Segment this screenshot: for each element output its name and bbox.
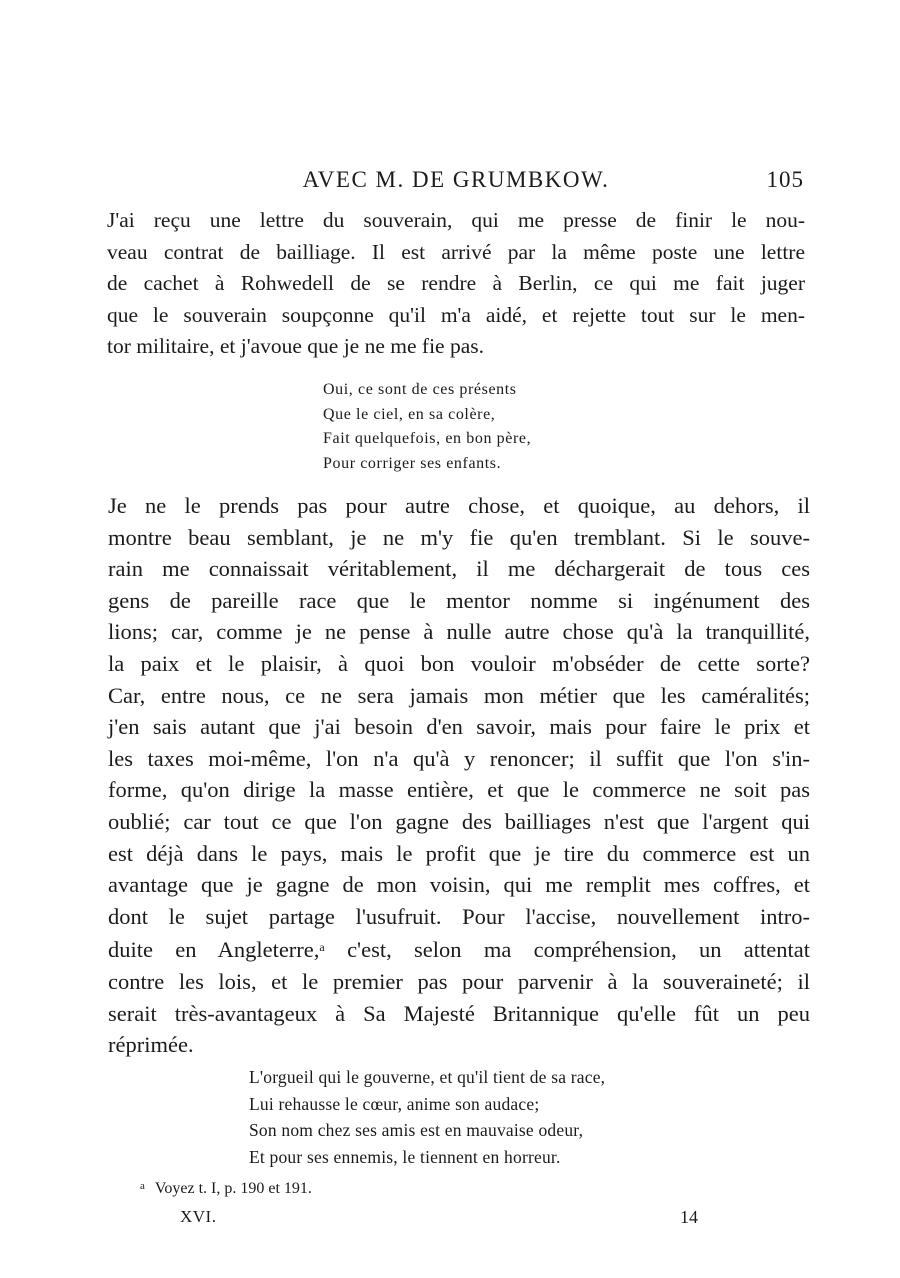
verse-line: Et pour ses ennemis, le tiennent en horreur.	[249, 1146, 561, 1167]
verse-line: Son nom chez ses amis est en mauvaise odeur,	[249, 1120, 584, 1140]
verse-line: Fait quelquefois, en bon père,	[323, 430, 532, 448]
text-line: j'en sais autant que j'ai besoin d'en savoir, mais pour faire le prix et	[108, 714, 810, 740]
text-line: rain me connaissait véritablement, il me déchargerait de tous ces	[108, 556, 810, 582]
text-segment: c'est, selon ma compréhension, un attentat	[347, 937, 811, 963]
text-line: lions; car, comme je ne pense à nulle autre chose qu'à la tranquillité,	[108, 619, 810, 645]
text-line: Je ne le prends pas pour autre chose, et quoique, au dehors, il	[108, 493, 810, 518]
page-footer	[180, 1207, 698, 1233]
volume-signature: XVI.	[180, 1207, 217, 1226]
text-line: de cachet à Rohwedell de se rendre à Berlin, ce qui me fait juger	[107, 271, 805, 295]
footnote-marker: a	[319, 940, 325, 955]
text-line: avantage que je gagne de mon voisin, qui me remplit mes coffres, et	[108, 872, 810, 898]
text-line: Car, entre nous, ce ne sera jamais mon métier que les caméralités;	[108, 682, 810, 708]
text-line: montre beau semblant, je ne m'y fie qu'en tremblant. Si le souve-	[108, 524, 810, 550]
footnote-text: Voyez t. I, p. 190 et 191.	[154, 1180, 312, 1197]
text-line: serait très-avantageux à Sa Majesté Britannique qu'elle fût un peu	[108, 1000, 810, 1026]
text-line: forme, qu'on dirige la masse entière, et que le commerce ne soit pas	[108, 777, 810, 803]
text-line: les taxes moi-même, l'on n'a qu'à y renoncer; il suffit que l'on s'in-	[108, 745, 810, 771]
verse-line: L'orgueil qui le gouverne, et qu'il tient de sa race,	[249, 1067, 606, 1087]
text-line: gens de pareille race que le mentor nomme si ingénument des	[108, 587, 810, 613]
text-line: J'ai reçu une lettre du souverain, qui me presse de finir le nou-	[107, 208, 805, 232]
verse-line: Oui, ce sont de ces présents	[323, 381, 517, 398]
text-line: que le souverain soupçonne qu'il m'a aidé, et rejette tout sur le men-	[107, 302, 805, 327]
running-title: AVEC M. DE GRUMBKOW.	[302, 167, 610, 192]
footnote	[140, 1180, 312, 1198]
page-number: 105	[766, 167, 804, 192]
text-line: est déjà dans le pays, mais le profit que je tire du commerce est un	[108, 840, 810, 866]
text-segment: duite en Angleterre,	[108, 937, 320, 963]
verse-quotation-1	[323, 378, 531, 476]
text-line: veau contrat de bailliage. Il est arrivé par la même poste une lettre	[107, 239, 805, 264]
text-line: oublié; car tout ce que l'on gagne des bailliages n'est que l'argent qui	[108, 808, 810, 834]
text-line: contre les lois, et le premier pas pour parvenir à la souveraineté; il	[108, 968, 810, 994]
text-line: réprimée.	[108, 1032, 194, 1058]
text-line: la paix et le plaisir, à quoi bon vouloir m'obséder de cette sorte?	[108, 650, 810, 676]
verse-quotation-2	[249, 1064, 605, 1170]
running-head	[108, 165, 804, 197]
sheet-number: 14	[680, 1207, 698, 1227]
verse-line: Que le ciel, en sa colère,	[323, 405, 496, 423]
text-line-with-footnote	[108, 932, 810, 966]
text-line: tor militaire, et j'avoue que je ne me fie pas.	[107, 334, 484, 358]
verse-line: Lui rehausse le cœur, anime son audace;	[249, 1093, 540, 1114]
text-line: dont le sujet partage l'usufruit. Pour l'accise, nouvellement intro-	[108, 903, 810, 929]
footnote-mark: a	[140, 1180, 145, 1192]
verse-line: Pour corriger ses enfants.	[323, 454, 502, 472]
paragraph-2	[108, 490, 810, 1061]
paragraph-1	[107, 205, 805, 363]
